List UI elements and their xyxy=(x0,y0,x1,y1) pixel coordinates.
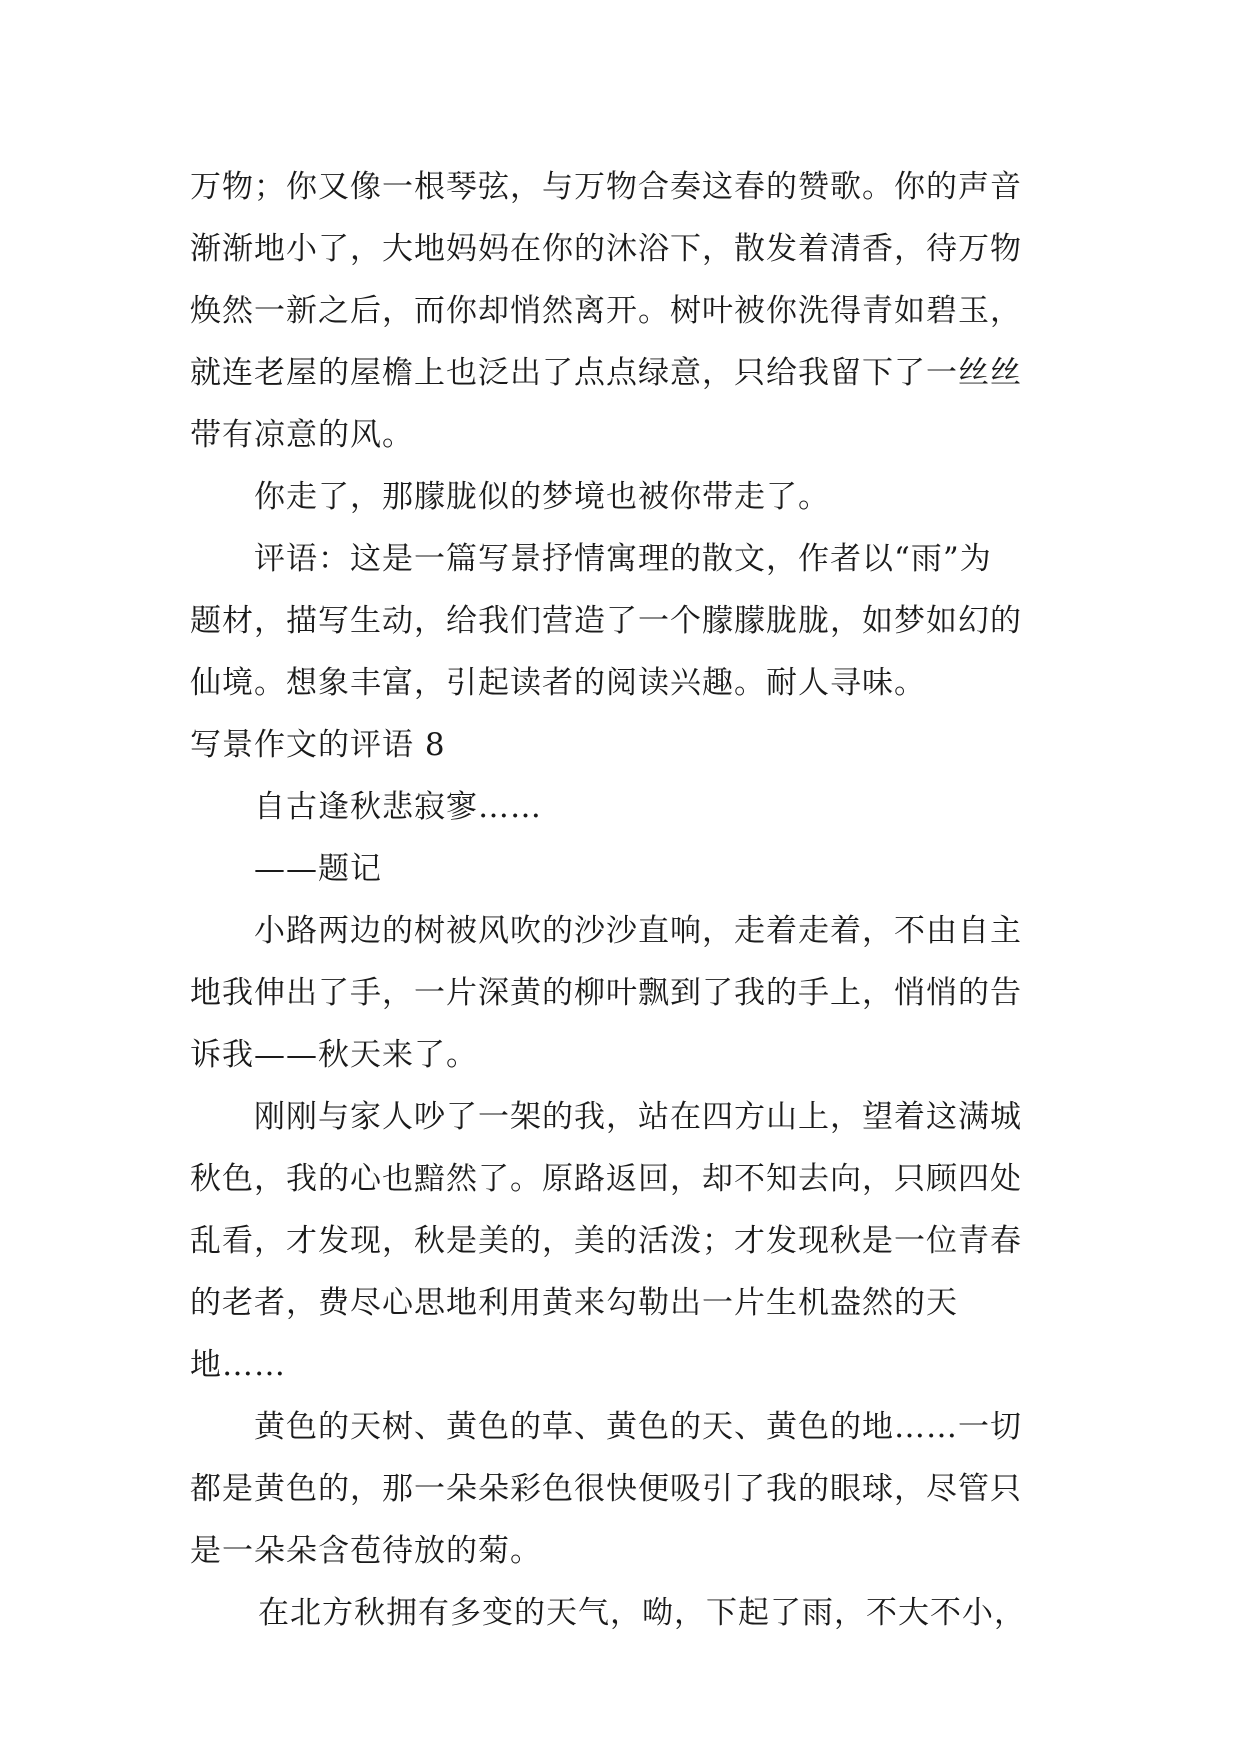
text-line: 乱看，才发现，秋是美的，美的活泼；才发现秋是一位青春 xyxy=(190,1223,1022,1259)
paragraph-first-line: 刚刚与家人吵了一架的我，站在四方山上，望着这满城 xyxy=(254,1099,1022,1135)
paragraph-first-line: 黄色的天树、黄色的草、黄色的天、黄色的地……一切 xyxy=(254,1409,1022,1445)
text-line: 渐渐地小了，大地妈妈在你的沐浴下，散发着清香，待万物 xyxy=(190,231,1022,267)
text-line: 万物；你又像一根琴弦，与万物合奏这春的赞歌。你的声音 xyxy=(190,169,1022,205)
epigraph: 自古逢秋悲寂寥…… xyxy=(254,789,542,825)
text-line: 秋色，我的心也黯然了。原路返回，却不知去向，只顾四处 xyxy=(190,1161,1022,1197)
text-line: 仙境。想象丰富，引起读者的阅读兴趣。耐人寻味。 xyxy=(190,665,926,701)
text-line: 诉我——秋天来了。 xyxy=(190,1037,478,1073)
comment-first-line: 评语：这是一篇写景抒情寓理的散文，作者以“雨”为 xyxy=(254,541,992,577)
paragraph-first-line: 在北方秋拥有多变的天气，呦，下起了雨，不大不小， xyxy=(258,1595,1026,1631)
epigraph-attribution: ——题记 xyxy=(254,851,382,887)
text-line: 是一朵朵含苞待放的菊。 xyxy=(190,1533,542,1569)
section-heading: 写景作文的评语 8 xyxy=(190,727,446,763)
text-line: 就连老屋的屋檐上也泛出了点点绿意，只给我留下了一丝丝 xyxy=(190,355,1022,391)
text-line: 地…… xyxy=(190,1347,286,1383)
text-line: 题材，描写生动，给我们营造了一个朦朦胧胧，如梦如幻的 xyxy=(190,603,1022,639)
paragraph-first-line: 你走了，那朦胧似的梦境也被你带走了。 xyxy=(254,479,830,515)
text-line: 都是黄色的，那一朵朵彩色很快便吸引了我的眼球，尽管只 xyxy=(190,1471,1022,1507)
paragraph-first-line: 小路两边的树被风吹的沙沙直响，走着走着，不由自主 xyxy=(254,913,1022,949)
document-page xyxy=(190,156,1070,1644)
text-line: 焕然一新之后，而你却悄然离开。树叶被你洗得青如碧玉， xyxy=(190,293,1022,329)
text-line: 地我伸出了手，一片深黄的柳叶飘到了我的手上，悄悄的告 xyxy=(190,975,1022,1011)
text-line: 带有凉意的风。 xyxy=(190,417,414,453)
text-line: 的老者，费尽心思地利用黄来勾勒出一片生机盎然的天 xyxy=(190,1285,958,1321)
